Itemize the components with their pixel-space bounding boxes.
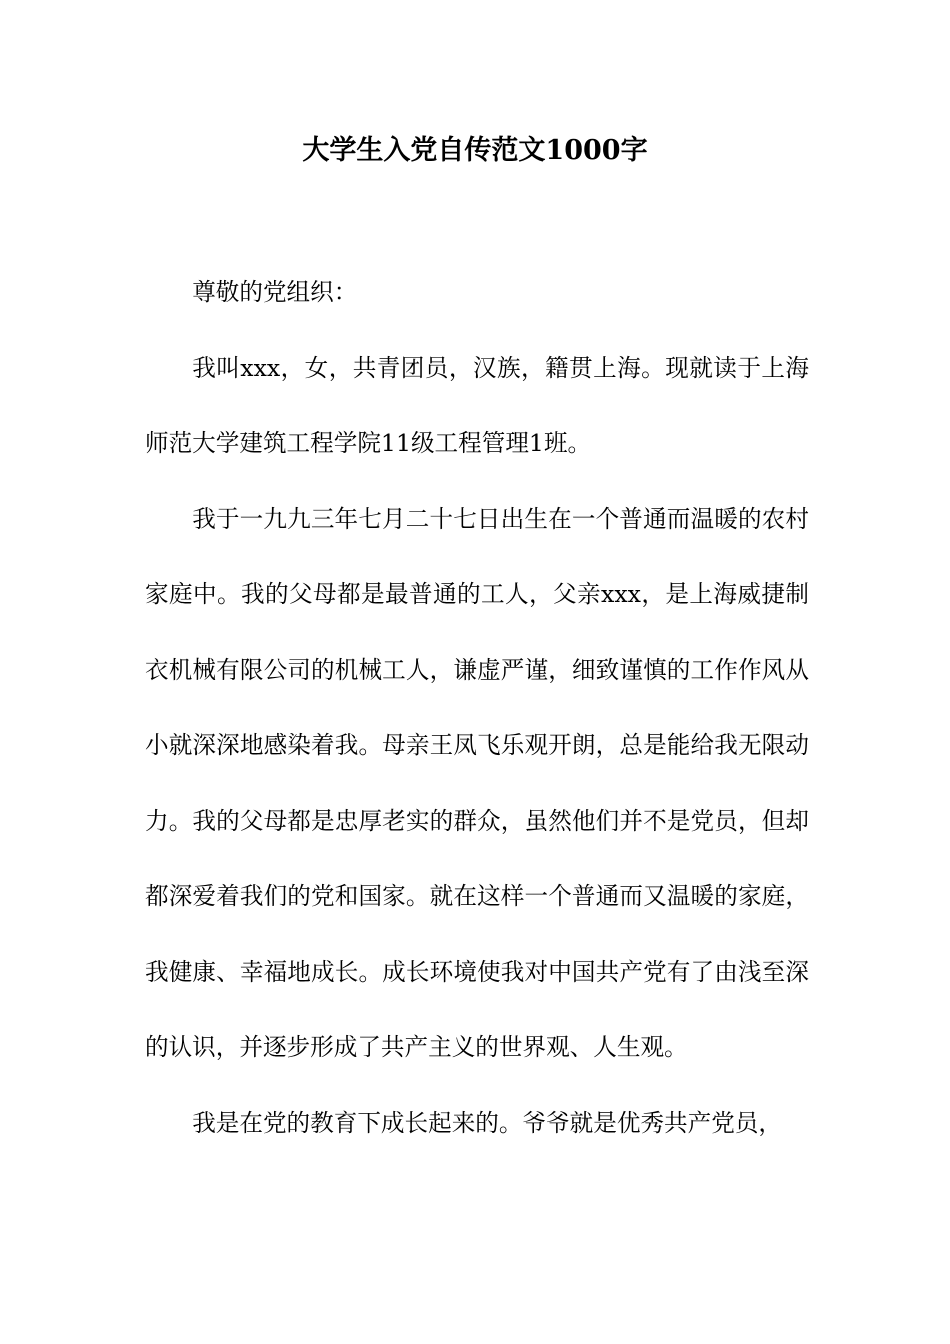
- paragraph-education: 我是在党的教育下成长起来的。爷爷就是优秀共产党员，: [192, 1108, 783, 1137]
- document-title: 大学生入党自传范文1000字: [302, 135, 648, 166]
- paragraph-family: 我于一九九三年七月二十七日出生在一个普通而温暖的农村家庭中。我的父母都是最普通的工人，父亲xxx，是上海威捷制衣机械有限公司的机械工人，谦虚严谨，细致谨慎的工作作风从小就深深地感染着我。母亲王凤飞乐观开朗，总是能给我无限动力。我的父母都是忠厚老实的群众，虽然他们并不是党员，但却都深爱着我们的党和国家。就在这样一个普通而又温暖的家庭，我健康、幸福地成长。成长环境使我对中国共产党有了由浅至深的认识，并逐步形成了共产主义的世界观、人生观。: [145, 504, 809, 1061]
- salutation: 尊敬的党组织：: [192, 278, 358, 306]
- document-body: [145, 255, 809, 1161]
- paragraph-intro: 我叫xxx，女，共青团员，汉族，籍贯上海。现就读于上海师范大学建筑工程学院11级工程管理1班。: [145, 353, 809, 457]
